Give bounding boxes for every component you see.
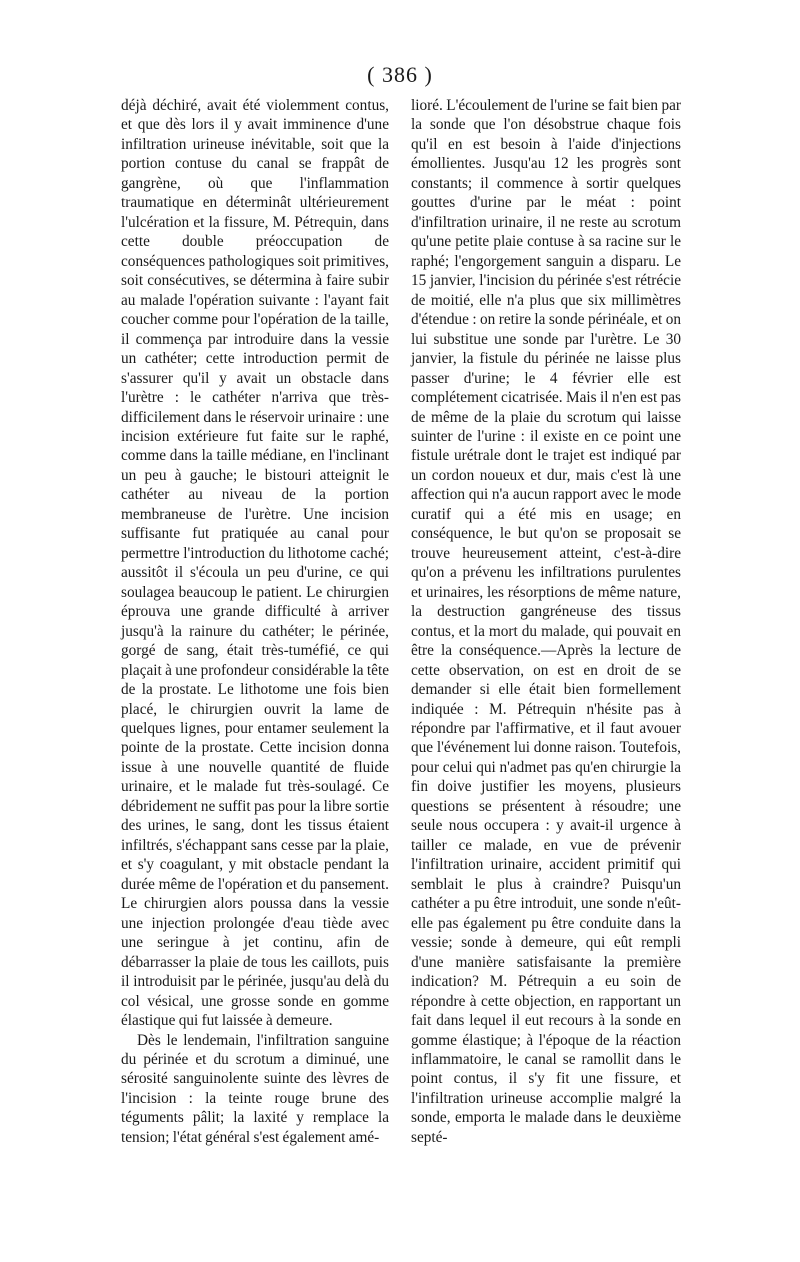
left-column xyxy=(121,96,389,1147)
paragraph: déjà déchiré, avait été violemment contus, et que dès lors il y avait imminence d'une infiltration urineuse inévitable, soit que la portion contuse du canal se frappât de gangrène, où que l'inflammation traumatique en déterminât ultérieurement l'ulcération et la fissure, M. Pétrequin, dans cette double préoccupation de conséquences pathologiques soit primitives, soit consécutives, se détermina à faire subir au malade l'opération suivante : l'ayant fait coucher comme pour l'opération de la taille, il commença par introduire dans la vessie un cathéter; cette introduction permit de s'assurer qu'il y avait un obstacle dans l'urètre : le cathéter n'arriva que très-difficilement dans le réservoir urinaire : une incision extérieure fut faite sur le raphé, comme dans la taille médiane, en l'inclinant un peu à gauche; le bistouri atteignit le cathéter au niveau de la portion membraneuse de l'urètre. Une incision suffisante fut pratiquée au canal pour permettre l'introduction du lithotome caché; aussitôt il s'écoula un peu d'urine, ce qui soulagea beaucoup le patient. Le chirurgien éprouva une grande difficulté à arriver jusqu'à la rainure du cathéter; le périnée, gorgé de sang, était très-tuméfié, ce qui plaçait à une profondeur considérable la tête de la prostate. Le lithotome une fois bien placé, le chirurgien ouvrit la lame de quelques lignes, pour entamer seulement la pointe de la prostate. Cette incision donna issue à une nouvelle quantité de fluide urinaire, et le malade fut très-soulagé. Ce débridement ne suffit pas pour la libre sortie des urines, le sang, dont les tissus étaient infiltrés, s'échappant sans cesse par la plaie, et s'y coagulant, y mit obstacle pendant la durée même de l'opération et du pansement. Le chirurgien alors poussa dans la vessie une injection prolongée d'eau tiède avec une seringue à jet continu, afin de débarrasser la plaie de tous les caillots, puis il introduisit par le périnée, jusqu'au delà du col vésical, une grosse sonde en gomme élastique qui fut laissée à demeure. xyxy=(121,97,389,1030)
paragraph: Dès le lendemain, l'infiltration sanguine du périnée et du scrotum a diminué, une sérosité sanguinolente suinte des lèvres de l'incision : la teinte rouge brune des téguments pâlit; la laxité y remplace la tension; l'état général s'est également amé- xyxy=(121,1031,389,1146)
right-column xyxy=(411,96,681,1147)
page-number: ( 386 ) xyxy=(367,62,433,87)
paragraph: lioré. L'écoulement de l'urine se fait bien par la sonde que l'on désobstrue chaque fois qu'il en est besoin à l'aide d'injections émollientes. Jusqu'au 12 les progrès sont constants; il commence à sortir quelques gouttes d'urine par le méat : point d'infiltration urinaire, il ne reste au scrotum qu'une petite plaie contuse à sa racine sur le raphé; l'engorgement sanguin a disparu. Le 15 janvier, l'incision du périnée s'est rétrécie de moitié, elle n'a plus que six millimètres d'étendue : on retire la sonde périnéale, et on lui substitue une sonde par l'urètre. Le 30 janvier, la fistule du périnée ne laisse plus passer d'urine; le 4 février elle est complétement cicatrisée. Mais il n'en est pas de même de la plaie du scrotum qui laisse suinter de l'urine : il existe en ce point une fistule urétrale dont le trajet est indiqué par un cordon noueux et dur, mais c'est là une affection qui n'a aucun rapport avec le mode curatif qui a été mis en usage; en conséquence, le but qu'on se proposait se trouve heureusement atteint, c'est-à-dire qu'on a prévenu les infiltrations purulentes et urinaires, les résorptions de même nature, la destruction gangréneuse des tissus contus, et la mort du malade, qui pouvait en être la conséquence.—Après la lecture de cette observation, on est en droit de se demander si elle était bien formellement indiquée : M. Pétrequin n'hésite pas à répondre par l'affirmative, et il faut avouer que l'événement lui donne raison. Toutefois, pour celui qui n'admet pas qu'en chirurgie la fin doive justifier les moyens, plusieurs questions se présentent à résoudre; une seule nous occupera : y avait-il urgence à tailler ce malade, en vue de prévenir l'infiltration urinaire, accident primitif qui semblait le plus à craindre? Puisqu'un cathéter a pu être introduit, une sonde n'eût-elle pas également pu être conduite dans la vessie; sonde à demeure, qui eût rempli d'une manière satisfaisante la première indication? M. Pétrequin a eu soin de répondre à cette objection, en rapportant un fait dans lequel il eut recours à la sonde en gomme élastique; à l'époque de la réaction inflammatoire, le canal se ramollit dans le point contus, il s'y fit une fissure, et l'infiltration urineuse accomplie malgré la sonde, emporta le malade dans le deuxième septé- xyxy=(411,97,681,1146)
